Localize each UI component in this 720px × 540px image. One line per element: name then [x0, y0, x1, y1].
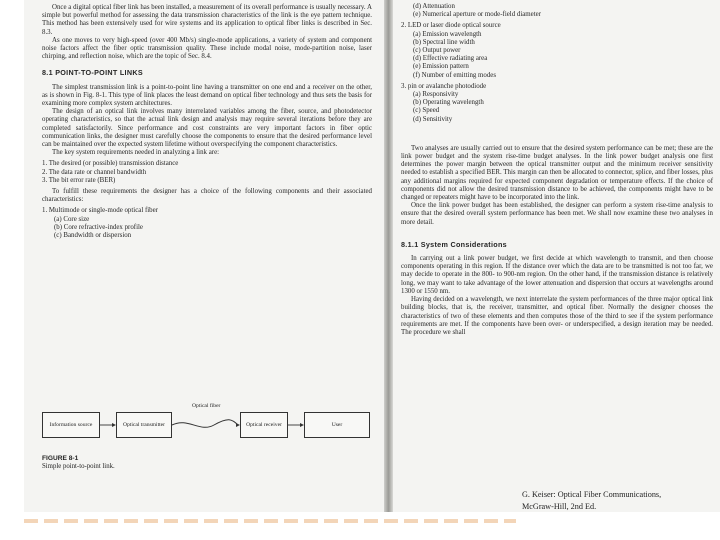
body-paragraph: Two analyses are usually carried out to ensure that the desired system performance can be met; these are the link power budget and the system rise-time budget analyses. In the link power budget analysis one first determines the power margin between the optical transmitter output and the minimum receiver sensitivity needed to establish a specified BER. This margin can then be allocated to connector, splice, and fiber losses, plus any additional margins required for expected component degradation or temperature effects. If the choice of components did not allow the desired transmission distance to be achieved, the components might have to be changed or repeaters might have to be incorporated into the link.: [401, 144, 713, 202]
intro-paragraph: As one moves to very high-speed (over 400 Mb/s) single-mode applications, a variety of system and component noise factors affect the fiber optic transmission quality. These include modal noise, mode-partition noise, laser chirping, and reflection noise, which are the topic of Sec. 8.4.: [42, 36, 372, 61]
body-paragraph: Once the link power budget has been established, the designer can perform a system rise-time analysis to ensure that the desired overall system performance has been met. We shall now examine these two analyses in more detail.: [401, 202, 713, 226]
subsection-heading: 8.1.1 System Considerations: [401, 239, 507, 249]
list-item: (a) Emission wavelength: [413, 30, 482, 38]
list-item: (d) Effective radiating area: [413, 55, 488, 63]
credit-line: G. Keiser: Optical Fiber Communications,: [522, 490, 662, 499]
list-item: (d) Sensitivity: [413, 115, 453, 123]
body-paragraph: In carrying out a link power budget, we first decide at which wavelength to transmit, and then choose components operating in this region. If the distance over which the data are to be transmitted is not too far, we may decide to operate in the 800- to 900-nm region. On the other hand, if the transmission distance is relatively long, we may want to take advantage of the lower attenuation and dispersion that occurs at wavelengths around 1300 or 1550 nm.: [401, 255, 713, 295]
body-paragraph: The simplest transmission link is a point-to-point line having a transmitter on one end and a receiver on the other, as is shown in Fig. 8-1. This type of link places the least demand on optical fiber technology and thus sets the basis for examining more complex system architectures.: [42, 83, 372, 108]
optical-receiver-block: Optical receiver: [240, 412, 288, 438]
book-gutter: [384, 0, 393, 512]
figure-caption: [42, 455, 115, 471]
figure-caption-text: Simple point-to-point link.: [42, 463, 115, 470]
credit-line: McGraw-Hill, 2nd Ed.: [522, 502, 597, 511]
section-heading: 8.1 POINT-TO-POINT LINKS: [42, 68, 143, 78]
right-text-column: [401, 3, 713, 337]
fiber-list: [42, 207, 372, 240]
body-paragraph: The key system requirements needed in analyzing a link are:: [52, 149, 220, 157]
requirements-list: [42, 160, 372, 185]
list-item: (a) Core size: [54, 215, 90, 223]
decorative-dashed-rule: [24, 519, 516, 523]
right-book-page: [393, 0, 720, 512]
list-item: (e) Emission pattern: [413, 63, 469, 71]
list-item: 3. The bit error rate (BER): [42, 176, 116, 184]
optical-fiber-label: Optical fiber: [192, 403, 221, 409]
arrowhead-icon: [112, 423, 116, 427]
information-source-block: Information source: [42, 412, 100, 438]
left-book-page: [24, 0, 384, 512]
optical-fiber-line: [172, 420, 238, 428]
body-paragraph: To fulfill these requirements the designer has a choice of the following components and their associated characteristics:: [42, 188, 372, 204]
arrowhead-icon: [300, 423, 304, 427]
point-to-point-link-diagram: [42, 403, 374, 448]
diagram-connectors: [42, 412, 374, 448]
list-item: (b) Core refractive-index profile: [54, 223, 143, 231]
list-item: (b) Spectral line width: [413, 38, 475, 46]
arrowhead-icon: [236, 423, 240, 427]
list-item: (c) Speed: [413, 107, 440, 115]
list-item: (b) Operating wavelength: [413, 99, 484, 107]
list-item: 2. The data rate or channel bandwidth: [42, 168, 147, 176]
intro-paragraph: Once a digital optical fiber link has been installed, a measurement of its overall performance is usually necessary. A simple but powerful method for assessing the data transmission characteristics of the link is the eye pattern technique. This method has been extensively used for wire systems and its application to optical fiber links is described in Sec. 8.3.: [42, 4, 372, 36]
fiber-list-continued: [401, 3, 713, 19]
detector-list: [401, 83, 713, 124]
list-item: (c) Bandwidth or dispersion: [54, 232, 132, 240]
list-item: (f) Number of emitting modes: [413, 71, 497, 79]
list-item: (d) Attenuation: [413, 3, 455, 10]
left-text-column: [42, 4, 372, 243]
body-paragraph: The design of an optical link involves many interrelated variables among the fiber, source, and photodetector operating characteristics, so that the actual link design and analysis may require several iterations before they are completed satisfactorily. Since performance and cost constraints are very important factors in fiber optic communication links, the designer must carefully choose the components to ensure that the desired performance level can be maintained over the expected system lifetime without overspecifying the component characteristics.: [42, 108, 372, 149]
list-item: 1. The desired (or possible) transmission distance: [42, 160, 179, 168]
source-list: [401, 22, 713, 79]
body-paragraph: Having decided on a wavelength, we next interrelate the system performances of the three major optical link building blocks, that is, the receiver, transmitter, and optical fiber. Normally the designer chooses the characteristics of two of these elements and then computes those of the third to see if the system performance requirements are met. If the components have been over- or underspecified, a design iteration may be needed. The procedure we shall: [401, 296, 713, 336]
source-credit: [522, 489, 661, 513]
figure-label: FIGURE 8-1: [42, 455, 79, 462]
list-heading: 2. LED or laser diode optical source: [401, 22, 501, 30]
list-item: (a) Responsivity: [413, 91, 459, 99]
list-heading: 1. Multimode or single-mode optical fiber: [42, 207, 158, 215]
list-item: (c) Output power: [413, 47, 461, 55]
user-block: User: [304, 412, 370, 438]
optical-transmitter-block: Optical transmitter: [116, 412, 172, 438]
list-item: (e) Numerical aperture or mode-field diameter: [413, 11, 541, 19]
list-heading: 3. pin or avalanche photodiode: [401, 82, 487, 90]
